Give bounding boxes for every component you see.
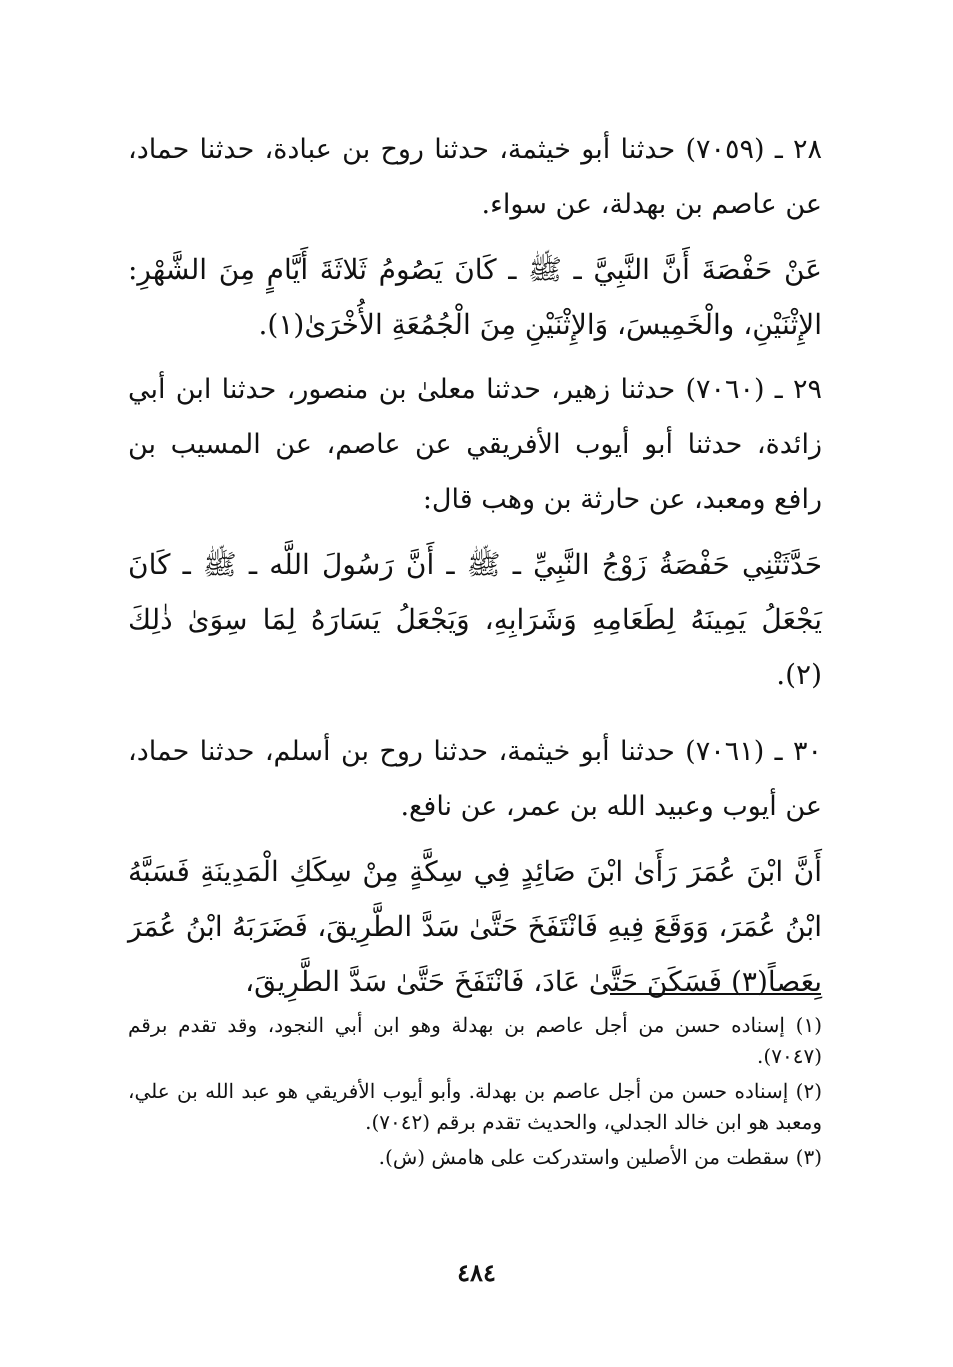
hadith-30-matn: أَنَّ ابْنَ عُمَرَ رَأَىٰ ابْنَ صَائِدٍ فِي سِكَّةٍ مِنْ سِكَكِ الْمَدِينَةِ فَسَبَّهُ ابْنُ عُمَرَ، وَوَقَعَ فِيهِ فَانْتَفَخَ حَتَّىٰ سَدَّ الطَّرِيقَ، فَضَرَبَهُ ابْنُ عُمَرَ بِعَصاً(٣) فَسَكَنَ حَتَّىٰ عَادَ، فَانْتَفَخَ حَتَّىٰ سَدَّ الطَّرِيقَ،: [128, 855, 822, 998]
footnote-2: (٢) إسناده حسن من أجل عاصم بن بهدلة. وأبو أيوب الأفريقي هو عبد الله بن علي، ومعبد هو ابن خالد الجدلي، والحديث تقدم برقم (٧٠٤٢).: [128, 1079, 822, 1134]
hadith-30-isnad: ٣٠ ـ (٧٠٦١) حدثنا أبو خيثمة، حدثنا روح بن أسلم، حدثنا حماد، عن أيوب وعبيد الله بن عمر، عن نافع.: [128, 736, 822, 822]
footnotes: [128, 1010, 822, 1177]
footnote-1: (١) إسناده حسن من أجل عاصم بن بهدلة وهو ابن أبي النجود، وقد تقدم برقم (٧٠٤٧).: [128, 1013, 822, 1068]
hadith-29-matn: حَدَّثَتْنِي حَفْصَةُ زَوْجُ النَّبِيِّ ـ ﷺ ـ أَنَّ رَسُولَ اللَّه ـ ﷺ ـ كَانَ يَجْعَلُ يَمِينَهُ لِطَعَامِهِ وَشَرَابِهِ، وَيَجْعَلُ يَسَارَهُ لِمَا سِوَىٰ ذٰلِكَ (٢).: [128, 548, 822, 691]
main-text: [128, 122, 822, 1009]
hadith-28-matn: عَنْ حَفْصَةَ أَنَّ النَّبِيَّ ـ ﷺ ـ كَانَ يَصُومُ ثَلاثَةَ أَيَّامٍ مِنَ الشَّهْرِ: الإِثْنَيْنِ، والْخَمِيسَ، وَالإِثْنَيْنِ مِنَ الْجُمُعَةِ الأُخْرَىٰ(١).: [128, 253, 822, 341]
footnote-separator: [610, 993, 821, 995]
footnote-3: (٣) سقطت من الأصلين واستدركت على هامش (ش).: [378, 1145, 822, 1169]
page-number: ٤٨٤: [457, 1258, 496, 1287]
hadith-28-isnad: ٢٨ ـ (٧٠٥٩) حدثنا أبو خيثمة، حدثنا روح بن عبادة، حدثنا حماد، عن عاصم بن بهدلة، عن سواء.: [128, 134, 822, 220]
hadith-29-isnad: ٢٩ ـ (٧٠٦٠) حدثنا زهير، حدثنا معلىٰ بن منصور، حدثنا ابن أبي زائدة، حدثنا أبو أيوب الأفريقي عن عاصم، عن المسيب بن رافع ومعبد، عن حارثة بن وهب قال:: [128, 374, 822, 515]
